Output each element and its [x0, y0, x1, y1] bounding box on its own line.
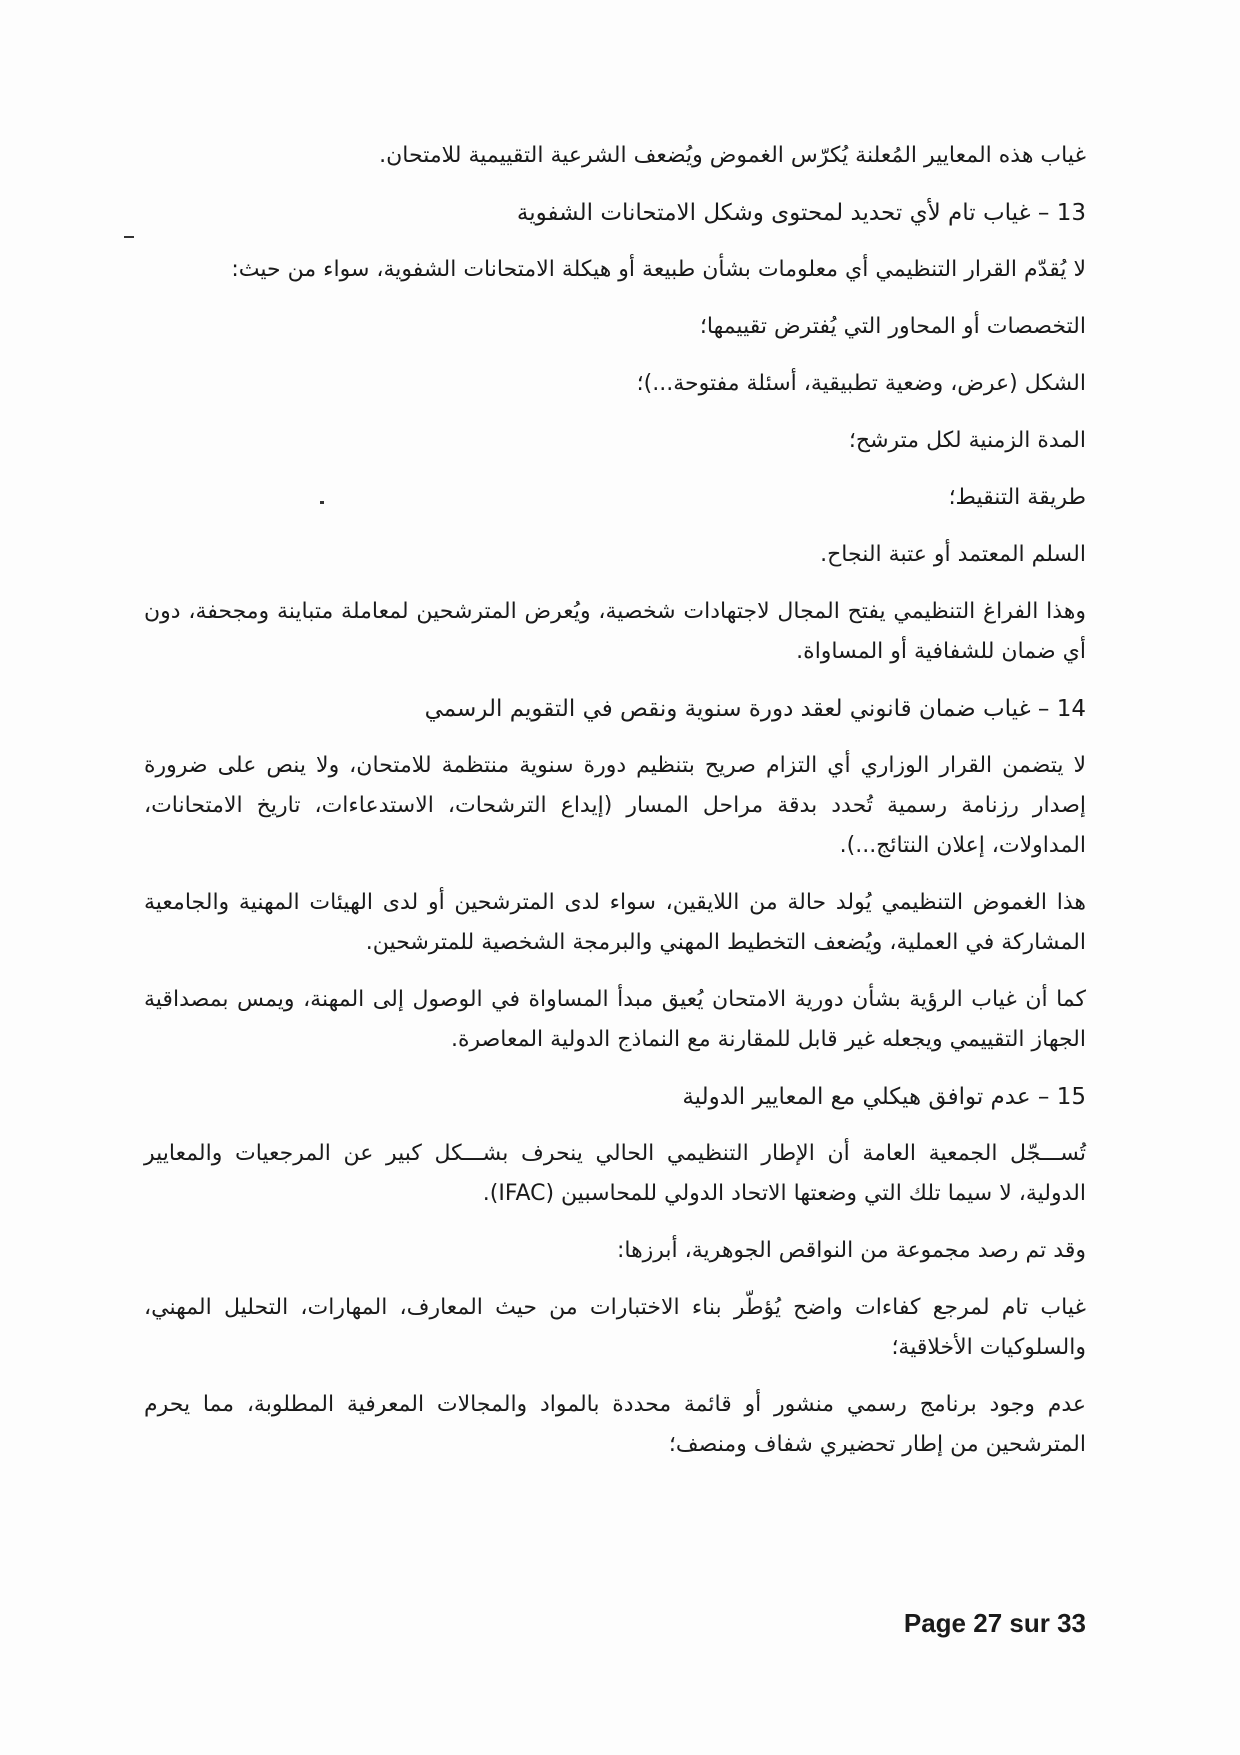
list-item: عدم وجود برنامج رسمي منشور أو قائمة محددة بالمواد والمجالات المعرفية المطلوبة، مما يحرم المترشحين من إطار تحضيري شفاف ومنصف؛ [144, 1392, 1086, 1457]
scan-mark [124, 236, 134, 238]
section-heading-14: 14 – غياب ضمان قانوني لعقد دورة سنوية ونقص في التقويم الرسمي [424, 696, 1086, 722]
list-item: السلم المعتمد أو عتبة النجاح. [820, 542, 1086, 567]
list-item: طريقة التنقيط؛ [948, 485, 1086, 510]
paragraph: تُســـجّل الجمعية العامة أن الإطار التنظيمي الحالي ينحرف بشـــكل كبير عن المرجعيات والمعايير الدولية، لا سيما تلك التي وضعتها الاتحاد الدولي للمحاسبين (IFAC). [144, 1141, 1086, 1206]
section-heading-13: 13 – غياب تام لأي تحديد لمحتوى وشكل الامتحانات الشفوية [516, 200, 1086, 226]
paragraph: لا يُقدّم القرار التنظيمي أي معلومات بشأن طبيعة أو هيكلة الامتحانات الشفوية، سواء من حيث: [231, 257, 1086, 282]
page-number: Page 27 sur 33 [903, 1608, 1086, 1638]
paragraph: غياب هذه المعايير المُعلنة يُكرّس الغموض ويُضعف الشرعية التقييمية للامتحان. [379, 143, 1086, 168]
section-heading-15: 15 – عدم توافق هيكلي مع المعايير الدولية [682, 1084, 1086, 1110]
list-item: المدة الزمنية لكل مترشح؛ [848, 428, 1086, 453]
document-body [144, 136, 1086, 1482]
list-item: الشكل (عرض، وضعية تطبيقية، أسئلة مفتوحة...)؛ [636, 371, 1086, 396]
list-item: غياب تام لمرجع كفاءات واضح يُؤطّر بناء الاختبارات من حيث المعارف، المهارات، التحليل المهني، والسلوكيات الأخلاقية؛ [144, 1295, 1086, 1360]
list-item: التخصصات أو المحاور التي يُفترض تقييمها؛ [699, 314, 1086, 339]
paragraph: هذا الغموض التنظيمي يُولد حالة من اللايقين، سواء لدى المترشحين أو لدى الهيئات المهنية والجامعية المشاركة في العملية، ويُضعف التخطيط المهني والبرمجة الشخصية للمترشحين. [144, 890, 1086, 955]
paragraph: لا يتضمن القرار الوزاري أي التزام صريح بتنظيم دورة سنوية منتظمة للامتحان، ولا ينص على ضرورة إصدار رزنامة رسمية تُحدد بدقة مراحل المسار (إيداع الترشحات، الاستدعاءات، تاريخ الامتحانات، المداولات، إعلان النتائج...). [144, 753, 1086, 858]
paragraph: كما أن غياب الرؤية بشأن دورية الامتحان يُعيق مبدأ المساواة في الوصول إلى المهنة، ويمس بمصداقية الجهاز التقييمي ويجعله غير قابل للمقارنة مع النماذج الدولية المعاصرة. [144, 987, 1086, 1052]
paragraph: وقد تم رصد مجموعة من النواقص الجوهرية، أبرزها: [616, 1238, 1086, 1263]
paragraph: وهذا الفراغ التنظيمي يفتح المجال لاجتهادات شخصية، ويُعرض المترشحين لمعاملة متباينة ومجحفة، دون أي ضمان للشفافية أو المساواة. [144, 599, 1086, 664]
